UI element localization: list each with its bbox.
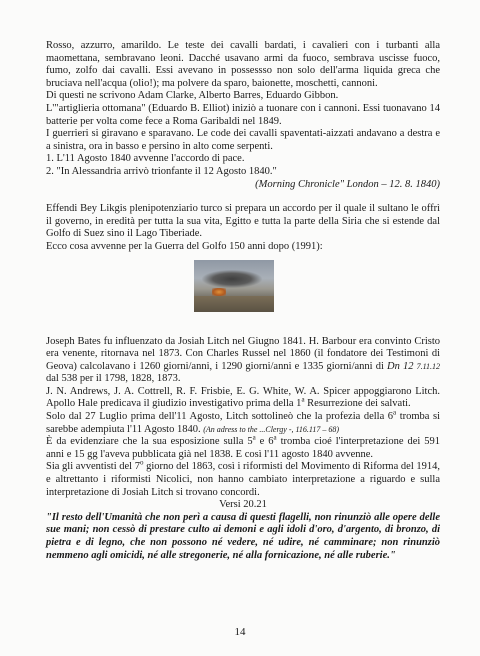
paragraph-litch: Solo dal 27 Luglio prima dell'11 Agosto, Litch sottolineò che la profezia della 6$^a$ tromba si sarebbe adempiuta l'11 Agosto 1840. (An adress to the ...Clergy -, 116.117 – 68) [46, 408, 440, 435]
scripture-quote: "Il resto dell'Umanità che non perì a causa di questi flagelli, non rinunziò alle opere delle sue mani; non cessò di prestare culto ai demoni e agli idoli d'oro, d'argento, di bronzo, di pietra e di legno, che non possono né vedere, né udire, né camminare; non rinunziò nemmeno agli omicidi, né alle stregonerie, né alla fornicazione, né alle ruberie." [46, 511, 440, 561]
paragraph-artillery: L'"artiglieria ottomana" (Eduardo B. Elliot) iniziò a tuonare con i cannoni. Essi tuonavano 14 batterie per volta come fece a Roma Garibaldi nel 1849. [46, 102, 440, 127]
list-item-1: 1. L'11 Agosto 1840 avvenne l'accordo di pace. [46, 153, 245, 165]
paragraph-bates: Joseph Bates fu influenzato da Josiah Litch nel Giugno 1841. H. Barbour era convinto Cristo era venente, ritornava nel 1873. Con Charles Russel nel 1860 (il fondatore dei Testimoni di Geova) calcolavano i 1260 giorni/anni, i 1290 giorni/anni e 1335 giorni/anni di Dn 12 7.11.12 dal 538 per il 1798, 1828, 1873. [46, 335, 440, 385]
citation-morning-chronicle: (Morning Chronicle" London – 12. 8. 1840) [255, 178, 440, 190]
paragraph-authors: Di questi ne scrivono Adam Clarke, Alberto Barres, Eduardo Gibbon. [46, 90, 339, 102]
paragraph-horses: Rosso, azzurro, amarildo. Le teste dei cavalli bardati, i cavalieri con i turbanti alla maomettana, sembravano leoni. Dacché usavano armi da fuoco, sembrava uscisse fuoco, fumo, zolfo dai cavalli. Essi avevano in possessso non solo dell'arma liquida greca che bruciava nell'acqua (olio!); ma polvere da sparo, baionette, moschetti, cannoni. [46, 40, 440, 89]
list-item-2: 2. "In Alessandria arrivò trionfante il 12 Agosto 1840." [46, 165, 277, 177]
paragraph-warriors: I guerrieri si giravano e sparavano. Le code dei cavalli spaventati-aizzati andavano a destra e a sinistra, ora in basso e persino in alto come serpenti. [46, 128, 440, 152]
paragraph-effendi: Effendi Bey Likgis plenipotenziario turco si prepara un accordo per il quale il sultano le offrì il governo, in eredità per tutta la sua vita, Egitto e tutta la parte della Siria che si estende dal Golfo di Suez sino il Lago Tiberiade. [46, 203, 440, 240]
paragraph-andrews: J. N. Andrews, J. A. Cottrell, R. F. Frisbie, E. G. White, W. A. Spicer appoggiarono Litch. Apollo Hale predicava il giudizio investigativo prima della 1$^a$ Resurrezione dei salvati. [46, 385, 440, 410]
paragraph-adventists: Sia gli avventisti del 7$^o$ giorno del 1863, così i riformisti del Movimento di Riforma del 1914, e altrettanto i riformisti Nicolici, non hanno cambiato interpretazione a riguardo e sulla interpretazione di Josiah Litch si trovano concordi. [46, 458, 441, 498]
paragraph-trumpets: È da evidenziare che la sua esposizione sulla 5$^a$ e 6$^a$ tromba cioé l'interpretazione dei 591 anni e 15 gg l'aveva pubblicata già nel 1838. E così l'11 agosto 1840 avvenne. [46, 433, 440, 460]
paragraph-gulf-war: Ecco cosa avvenne per la Guerra del Golfo 150 anni dopo (1991): [46, 240, 323, 252]
page-number: 14 [234, 626, 246, 638]
verse-reference: Versi 20.21 [219, 499, 267, 511]
gulf-war-photo [194, 260, 274, 312]
